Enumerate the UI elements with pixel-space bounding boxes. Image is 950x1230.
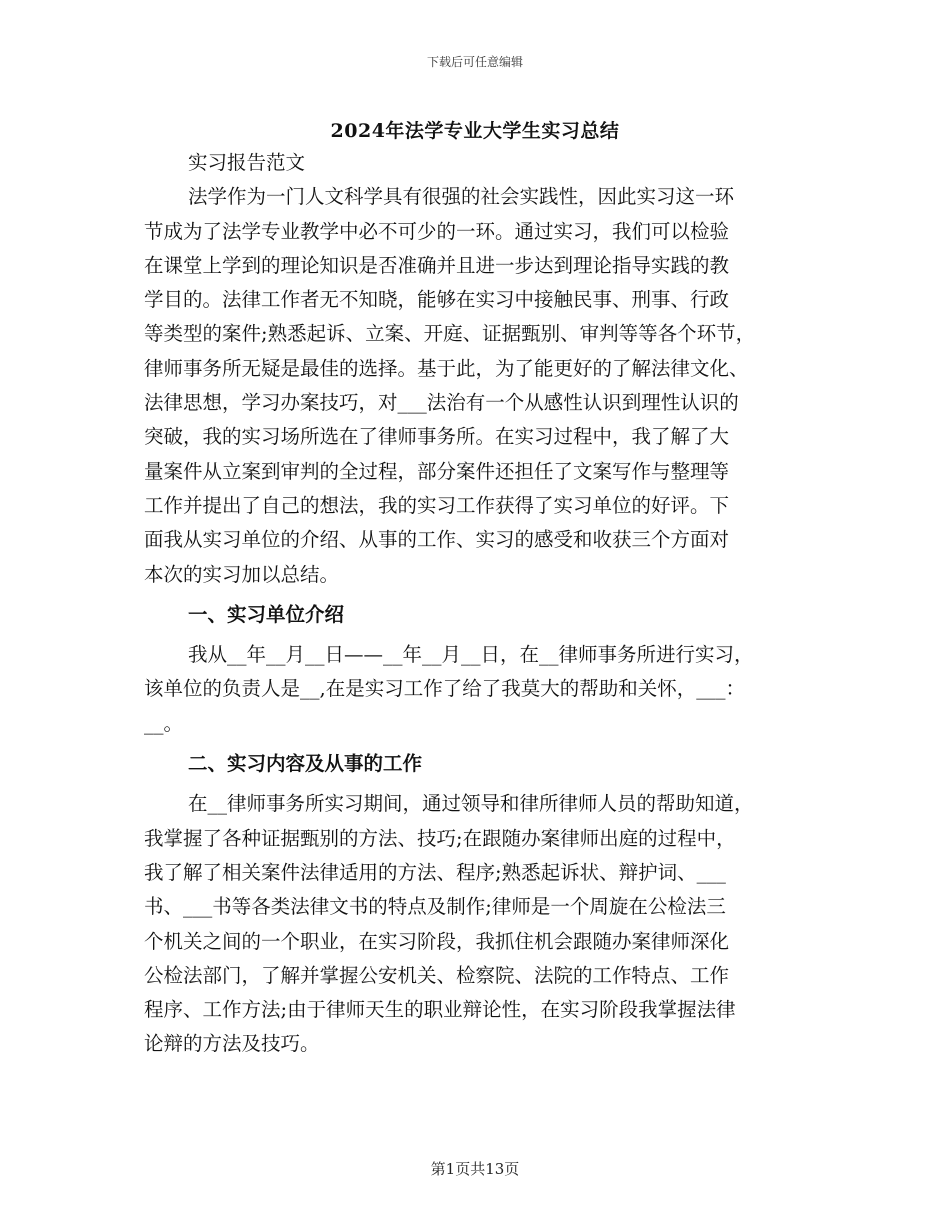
text-line: 我从__年__月__日——__年__月__日，在__律师事务所进行实习， <box>188 643 754 667</box>
document-body <box>144 146 810 1062</box>
text-line: 等类型的案件;熟悉起诉、立案、开庭、证据甄别、审判等等各个环节， <box>144 322 756 346</box>
text-line: 律师事务所无疑是最佳的选择。基于此，为了能更好的了解法律文化、 <box>144 356 749 380</box>
text-line: 我掌握了各种证据甄别的方法、技巧;在跟随办案律师出庭的过程中， <box>144 826 736 850</box>
document-title: 2024年法学专业大学生实习总结 <box>330 120 620 142</box>
page-header-note: 下载后可任意编辑 <box>426 55 523 69</box>
paragraph-intro <box>144 180 810 592</box>
text-line: 量案件从立案到审判的全过程，部分案件还担任了文案写作与整理等 <box>144 459 730 483</box>
text-line: 论辩的方法及技巧。 <box>144 1032 320 1056</box>
page-number: 第1页共13页 <box>430 1160 520 1178</box>
text-line: 本次的实习加以总结。 <box>144 562 340 586</box>
subtitle: 实习报告范文 <box>188 151 306 174</box>
section-heading-2: 二、实习内容及从事的工作 <box>188 752 423 776</box>
paragraph-unit-intro <box>144 638 810 741</box>
text-line: 学目的。法律工作者无不知晓，能够在实习中接触民事、刑事、行政 <box>144 288 730 312</box>
text-line: 面我从实习单位的介绍、从事的工作、实习的感受和收获三个方面对 <box>144 528 730 552</box>
text-line: 在课堂上学到的理论知识是否准确并且进一步达到理论指导实践的教 <box>144 253 730 277</box>
text-line: 书、___书等各类法律文书的特点及制作;律师是一个周旋在公检法三 <box>144 895 726 919</box>
text-line: 公检法部门，了解并掌握公安机关、检察院、法院的工作特点、工作 <box>144 963 730 987</box>
text-line: 该单位的负责人是__,在是实习工作了给了我莫大的帮助和关怀，___： <box>144 677 745 701</box>
text-line: 程序、工作方法;由于律师天生的职业辩论性，在实习阶段我掌握法律 <box>144 998 736 1022</box>
text-line: 我了解了相关案件法律适用的方法、程序;熟悉起诉状、辩护词、___ <box>144 860 726 884</box>
text-line: 工作并提出了自己的想法，我的实习工作获得了实习单位的好评。下 <box>144 493 730 517</box>
text-line: 突破，我的实习场所选在了律师事务所。在实习过程中，我了解了大 <box>144 425 730 449</box>
section-heading-1: 一、实习单位介绍 <box>188 602 345 626</box>
text-line: 个机关之间的一个职业，在实习阶段，我抓住机会跟随办案律师深化 <box>144 929 730 953</box>
text-line: __。 <box>144 711 184 735</box>
text-line: 节成为了法学专业教学中必不可少的一环。通过实习，我们可以检验 <box>144 219 730 243</box>
text-line: 法学作为一门人文科学具有很强的社会实践性，因此实习这一环 <box>188 185 735 209</box>
paragraph-work-content <box>144 787 810 1061</box>
text-line: 法律思想，学习办案技巧，对___法治有一个从感性认识到理性认识的 <box>144 391 739 415</box>
text-line: 在__律师事务所实习期间，通过领导和律所律师人员的帮助知道， <box>188 792 754 816</box>
